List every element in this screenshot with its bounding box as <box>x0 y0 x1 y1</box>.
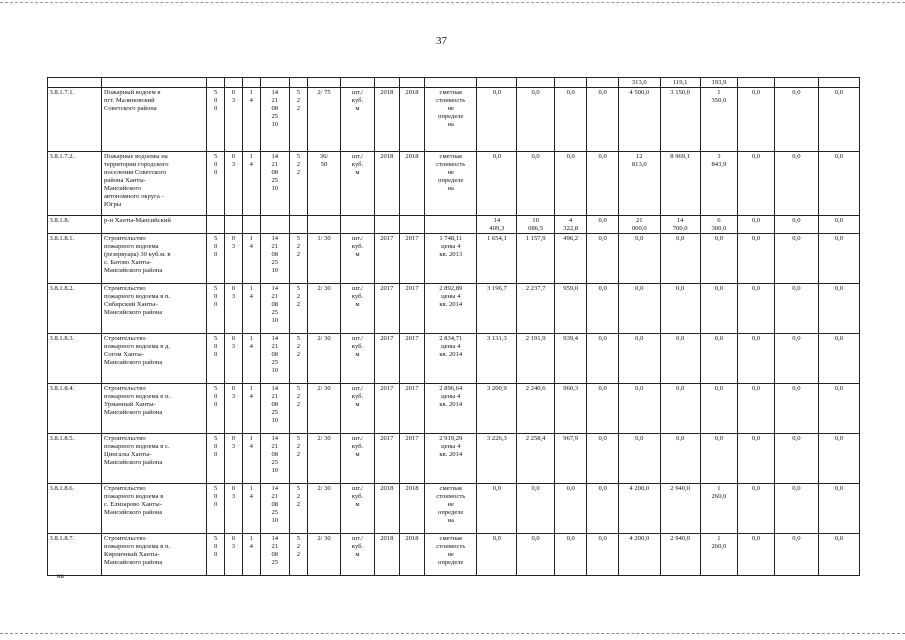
amount-cell: 0,0 <box>700 334 738 384</box>
estimated-cost-cell: сметная стоимость не определе на <box>425 152 477 216</box>
amount-cell: 0,0 <box>587 484 618 534</box>
capacity-cell: 1/ 30 <box>307 234 341 284</box>
amount-cell: 3 843,9 <box>700 152 738 216</box>
year-end-cell <box>399 216 424 234</box>
amount-cell: 0,0 <box>587 434 618 484</box>
code-cell <box>289 216 307 234</box>
amount-cell: 0,0 <box>818 384 859 434</box>
amount-cell: 12 813,0 <box>618 152 660 216</box>
code-cell: 5 2 2 <box>289 384 307 434</box>
amount-cell: 3 200,9 <box>477 384 517 434</box>
amount-cell: 0,0 <box>818 284 859 334</box>
amount-cell: 0,0 <box>554 534 586 576</box>
amount-cell: 0,0 <box>738 484 775 534</box>
item-name: р-н Ханты-Мансийский <box>102 216 207 234</box>
code-cell: 5 2 2 <box>289 88 307 152</box>
item-name: Строительство пожарного водоема (резервуара) 30 куб.м. в с. Батово Ханты- Мансийского района <box>102 234 207 284</box>
amount-cell: 0,0 <box>738 152 775 216</box>
amount-cell: 0,0 <box>774 234 818 284</box>
code-cell: 5 2 2 <box>289 534 307 576</box>
code-cell: 14 21 08 25 10 <box>260 384 289 434</box>
item-name: Строительство пожарного водоема в п. Урманный Ханты- Мансийского района <box>102 384 207 434</box>
code-cell: 1 4 <box>242 534 260 576</box>
unit-cell: шт./ куб. м <box>341 234 375 284</box>
amount-cell: 967,9 <box>554 434 586 484</box>
code-cell: 1 4 <box>242 88 260 152</box>
amount-cell: 14 409,3 <box>477 216 517 234</box>
code-cell: 14 21 08 25 10 <box>260 88 289 152</box>
amount-cell: 4 200,0 <box>618 534 660 576</box>
amount-cell: 0,0 <box>587 534 618 576</box>
code-cell: 5 0 0 <box>207 88 225 152</box>
estimated-cost-cell: 1 748,11 цены 4 кв. 2013 <box>425 234 477 284</box>
carryover-cell: 193,9 <box>700 78 738 88</box>
unit-cell: шт./ куб. м <box>341 152 375 216</box>
code-cell: 0 3 <box>225 152 243 216</box>
item-number: 3.8.1.7.2. <box>48 152 102 216</box>
amount-cell: 0,0 <box>818 434 859 484</box>
amount-cell: 2 191,9 <box>517 334 555 384</box>
capacity-cell: 36/ 50 <box>307 152 341 216</box>
unit-cell: шт./ куб. м <box>341 284 375 334</box>
amount-cell: 3 131,3 <box>477 334 517 384</box>
item-number: 3.8.1.8.1. <box>48 234 102 284</box>
amount-cell: 0,0 <box>818 334 859 384</box>
amount-cell: 0,0 <box>738 434 775 484</box>
code-cell: 5 0 0 <box>207 384 225 434</box>
amount-cell: 0,0 <box>477 484 517 534</box>
capacity-cell: 2/ 30 <box>307 284 341 334</box>
code-cell: 5 0 0 <box>207 234 225 284</box>
capacity-cell: 2/ 30 <box>307 384 341 434</box>
item-name: Строительство пожарного водоема в д. Согом Ханты- Мансийского района <box>102 334 207 384</box>
item-number: 3.8.1.8.4. <box>48 384 102 434</box>
code-cell: 5 0 0 <box>207 484 225 534</box>
item-number: 3.8.1.8.6. <box>48 484 102 534</box>
unit-cell: шт./ куб. м <box>341 434 375 484</box>
amount-cell: 960,3 <box>554 384 586 434</box>
amount-cell: 0,0 <box>738 88 775 152</box>
amount-cell: 0,0 <box>517 534 555 576</box>
amount-cell: 0,0 <box>738 384 775 434</box>
amount-cell: 0,0 <box>660 284 700 334</box>
estimated-cost-cell: сметная стоимость не определе на <box>425 484 477 534</box>
page-number: 37 <box>436 35 447 47</box>
amount-cell: 2 240,6 <box>517 384 555 434</box>
unit-cell: шт./ куб. м <box>341 534 375 576</box>
amount-cell: 0,0 <box>477 152 517 216</box>
table-row <box>48 234 860 284</box>
year-start-cell: 2017 <box>374 384 399 434</box>
code-cell: 0 3 <box>225 534 243 576</box>
year-end-cell: 2017 <box>399 334 424 384</box>
code-cell: 1 4 <box>242 334 260 384</box>
year-start-cell: 2018 <box>374 88 399 152</box>
amount-cell: 3 196,7 <box>477 284 517 334</box>
item-number: 3.8.1.8.3. <box>48 334 102 384</box>
amount-cell: 0,0 <box>818 216 859 234</box>
year-start-cell: 2017 <box>374 334 399 384</box>
amount-cell: 0,0 <box>774 334 818 384</box>
amount-cell: 2 258,4 <box>517 434 555 484</box>
code-cell: 0 3 <box>225 384 243 434</box>
estimated-cost-cell: 2 919,29 цены 4 кв. 2014 <box>425 434 477 484</box>
code-cell: 0 3 <box>225 88 243 152</box>
amount-cell: 8 969,1 <box>660 152 700 216</box>
table-row <box>48 434 860 484</box>
amount-cell: 0,0 <box>618 434 660 484</box>
amount-cell: 2 940,0 <box>660 534 700 576</box>
amount-cell: 0,0 <box>774 152 818 216</box>
code-cell: 0 3 <box>225 334 243 384</box>
amount-cell: 1 654,1 <box>477 234 517 284</box>
footnote-text: на <box>57 572 64 580</box>
year-end-cell: 2018 <box>399 484 424 534</box>
amount-cell: 0,0 <box>700 434 738 484</box>
amount-cell: 0,0 <box>700 384 738 434</box>
amount-cell: 0,0 <box>660 234 700 284</box>
table-row <box>48 534 860 576</box>
table-row <box>48 334 860 384</box>
code-cell: 0 3 <box>225 284 243 334</box>
amount-cell: 0,0 <box>587 234 618 284</box>
budget-table <box>47 77 860 576</box>
amount-cell: 1 350,0 <box>700 88 738 152</box>
unit-cell: шт./ куб. м <box>341 334 375 384</box>
code-cell: 5 2 2 <box>289 434 307 484</box>
amount-cell: 0,0 <box>618 384 660 434</box>
amount-cell: 0,0 <box>660 334 700 384</box>
unit-cell: шт./ куб. м <box>341 88 375 152</box>
amount-cell: 0,0 <box>517 88 555 152</box>
capacity-cell <box>307 216 341 234</box>
item-name: Пожарные водоемы на территории городского поселения Советского района Ханты- Мансийского автономного округа - Югры <box>102 152 207 216</box>
code-cell: 5 2 2 <box>289 152 307 216</box>
year-start-cell: 2017 <box>374 234 399 284</box>
estimated-cost-cell: 2 896,64 цены 4 кв. 2014 <box>425 384 477 434</box>
year-end-cell: 2018 <box>399 152 424 216</box>
table-row <box>48 216 860 234</box>
year-start-cell: 2018 <box>374 484 399 534</box>
year-end-cell: 2018 <box>399 534 424 576</box>
amount-cell: 4 322,8 <box>554 216 586 234</box>
item-number: 3.8.1.8.7. <box>48 534 102 576</box>
amount-cell: 6 300,0 <box>700 216 738 234</box>
scan-edge-top <box>0 2 905 3</box>
item-name: Строительство пожарного водоема в п. Сибирский Ханты- Мансийского района <box>102 284 207 334</box>
table-row <box>48 88 860 152</box>
amount-cell: 496,2 <box>554 234 586 284</box>
year-end-cell: 2017 <box>399 284 424 334</box>
code-cell: 5 2 2 <box>289 234 307 284</box>
table-row <box>48 484 860 534</box>
amount-cell: 959,0 <box>554 284 586 334</box>
year-end-cell: 2017 <box>399 384 424 434</box>
capacity-cell: 2/ 30 <box>307 534 341 576</box>
amount-cell: 10 086,5 <box>517 216 555 234</box>
amount-cell: 0,0 <box>618 234 660 284</box>
estimated-cost-cell: 2 892,89 цены 4 кв. 2014 <box>425 284 477 334</box>
code-cell: 1 4 <box>242 484 260 534</box>
year-start-cell <box>374 216 399 234</box>
year-start-cell: 2017 <box>374 434 399 484</box>
amount-cell: 0,0 <box>554 152 586 216</box>
year-start-cell: 2018 <box>374 534 399 576</box>
unit-cell <box>341 216 375 234</box>
item-number: 3.8.1.7.1. <box>48 88 102 152</box>
code-cell: 5 0 0 <box>207 284 225 334</box>
amount-cell: 0,0 <box>618 284 660 334</box>
amount-cell: 0,0 <box>587 216 618 234</box>
year-start-cell: 2017 <box>374 284 399 334</box>
year-start-cell: 2018 <box>374 152 399 216</box>
amount-cell: 0,0 <box>477 534 517 576</box>
amount-cell: 0,0 <box>774 484 818 534</box>
amount-cell: 0,0 <box>818 534 859 576</box>
estimated-cost-cell: 2 834,71 цены 4 кв. 2014 <box>425 334 477 384</box>
code-cell <box>225 216 243 234</box>
code-cell: 0 3 <box>225 434 243 484</box>
amount-cell: 0,0 <box>738 234 775 284</box>
code-cell: 5 0 0 <box>207 534 225 576</box>
carryover-row <box>48 78 860 88</box>
year-end-cell: 2017 <box>399 234 424 284</box>
code-cell <box>242 216 260 234</box>
code-cell: 5 0 0 <box>207 434 225 484</box>
amount-cell: 0,0 <box>517 152 555 216</box>
estimated-cost-cell <box>425 216 477 234</box>
code-cell: 5 2 2 <box>289 284 307 334</box>
item-name: Строительство пожарного водоема в с. Елизарово Ханты- Мансийского района <box>102 484 207 534</box>
capacity-cell: 2/ 30 <box>307 334 341 384</box>
amount-cell: 1 260,0 <box>700 534 738 576</box>
code-cell: 14 21 08 25 10 <box>260 484 289 534</box>
code-cell: 1 4 <box>242 384 260 434</box>
amount-cell: 0,0 <box>738 534 775 576</box>
amount-cell: 0,0 <box>774 284 818 334</box>
amount-cell: 0,0 <box>774 534 818 576</box>
item-name: Строительство пожарного водоема в с. Цингалы Ханты- Мансийского района <box>102 434 207 484</box>
amount-cell: 0,0 <box>587 384 618 434</box>
amount-cell: 3 150,0 <box>660 88 700 152</box>
carryover-cell: 313,0 <box>618 78 660 88</box>
amount-cell: 21 000,0 <box>618 216 660 234</box>
amount-cell: 0,0 <box>774 434 818 484</box>
amount-cell: 939,4 <box>554 334 586 384</box>
amount-cell: 0,0 <box>660 434 700 484</box>
year-end-cell: 2018 <box>399 88 424 152</box>
carryover-cell: 119,1 <box>660 78 700 88</box>
item-number: 3.8.1.8. <box>48 216 102 234</box>
item-name: Пожарный водоем в пгт. Малиновский Советского района <box>102 88 207 152</box>
amount-cell: 0,0 <box>818 88 859 152</box>
code-cell: 1 4 <box>242 152 260 216</box>
table-row <box>48 152 860 216</box>
code-cell: 14 21 08 25 10 <box>260 284 289 334</box>
amount-cell: 0,0 <box>587 88 618 152</box>
amount-cell: 0,0 <box>477 88 517 152</box>
amount-cell: 0,0 <box>738 216 775 234</box>
item-number: 3.8.1.8.5. <box>48 434 102 484</box>
year-end-cell: 2017 <box>399 434 424 484</box>
item-number: 3.8.1.8.2. <box>48 284 102 334</box>
table-row <box>48 284 860 334</box>
unit-cell: шт./ куб. м <box>341 484 375 534</box>
code-cell: 5 0 0 <box>207 334 225 384</box>
code-cell: 1 4 <box>242 434 260 484</box>
amount-cell: 0,0 <box>517 484 555 534</box>
code-cell: 0 3 <box>225 484 243 534</box>
table-row <box>48 384 860 434</box>
amount-cell: 0,0 <box>738 284 775 334</box>
code-cell: 14 21 08 25 <box>260 534 289 576</box>
code-cell: 14 21 08 25 10 <box>260 334 289 384</box>
amount-cell: 4 200,0 <box>618 484 660 534</box>
amount-cell: 0,0 <box>774 384 818 434</box>
amount-cell: 0,0 <box>587 284 618 334</box>
amount-cell: 0,0 <box>700 234 738 284</box>
capacity-cell: 2/ 75 <box>307 88 341 152</box>
amount-cell: 0,0 <box>818 152 859 216</box>
amount-cell: 0,0 <box>700 284 738 334</box>
amount-cell: 3 226,3 <box>477 434 517 484</box>
amount-cell: 1 157,9 <box>517 234 555 284</box>
amount-cell: 0,0 <box>774 216 818 234</box>
amount-cell: 14 700,0 <box>660 216 700 234</box>
code-cell: 14 21 08 25 10 <box>260 152 289 216</box>
code-cell: 1 4 <box>242 284 260 334</box>
code-cell <box>207 216 225 234</box>
estimated-cost-cell: сметная стоимость не определе на <box>425 88 477 152</box>
amount-cell: 2 237,7 <box>517 284 555 334</box>
amount-cell: 0,0 <box>618 334 660 384</box>
amount-cell: 4 500,0 <box>618 88 660 152</box>
estimated-cost-cell: сметная стоимость не определе <box>425 534 477 576</box>
capacity-cell: 2/ 30 <box>307 484 341 534</box>
amount-cell: 0,0 <box>554 88 586 152</box>
amount-cell: 0,0 <box>587 334 618 384</box>
amount-cell: 0,0 <box>660 384 700 434</box>
amount-cell: 0,0 <box>818 484 859 534</box>
amount-cell: 0,0 <box>587 152 618 216</box>
code-cell: 14 21 08 25 10 <box>260 434 289 484</box>
code-cell <box>260 216 289 234</box>
code-cell: 5 0 0 <box>207 152 225 216</box>
code-cell: 0 3 <box>225 234 243 284</box>
code-cell: 14 21 08 25 10 <box>260 234 289 284</box>
scan-edge-bottom <box>0 633 905 634</box>
unit-cell: шт./ куб. м <box>341 384 375 434</box>
amount-cell: 0,0 <box>774 88 818 152</box>
amount-cell: 2 940,0 <box>660 484 700 534</box>
capacity-cell: 2/ 30 <box>307 434 341 484</box>
code-cell: 5 2 2 <box>289 484 307 534</box>
item-name: Строительство пожарного водоема в п. Кирпичный Ханты- Мансийского района <box>102 534 207 576</box>
amount-cell: 0,0 <box>818 234 859 284</box>
code-cell: 1 4 <box>242 234 260 284</box>
amount-cell: 0,0 <box>554 484 586 534</box>
amount-cell: 0,0 <box>738 334 775 384</box>
amount-cell: 1 260,0 <box>700 484 738 534</box>
code-cell: 5 2 2 <box>289 334 307 384</box>
